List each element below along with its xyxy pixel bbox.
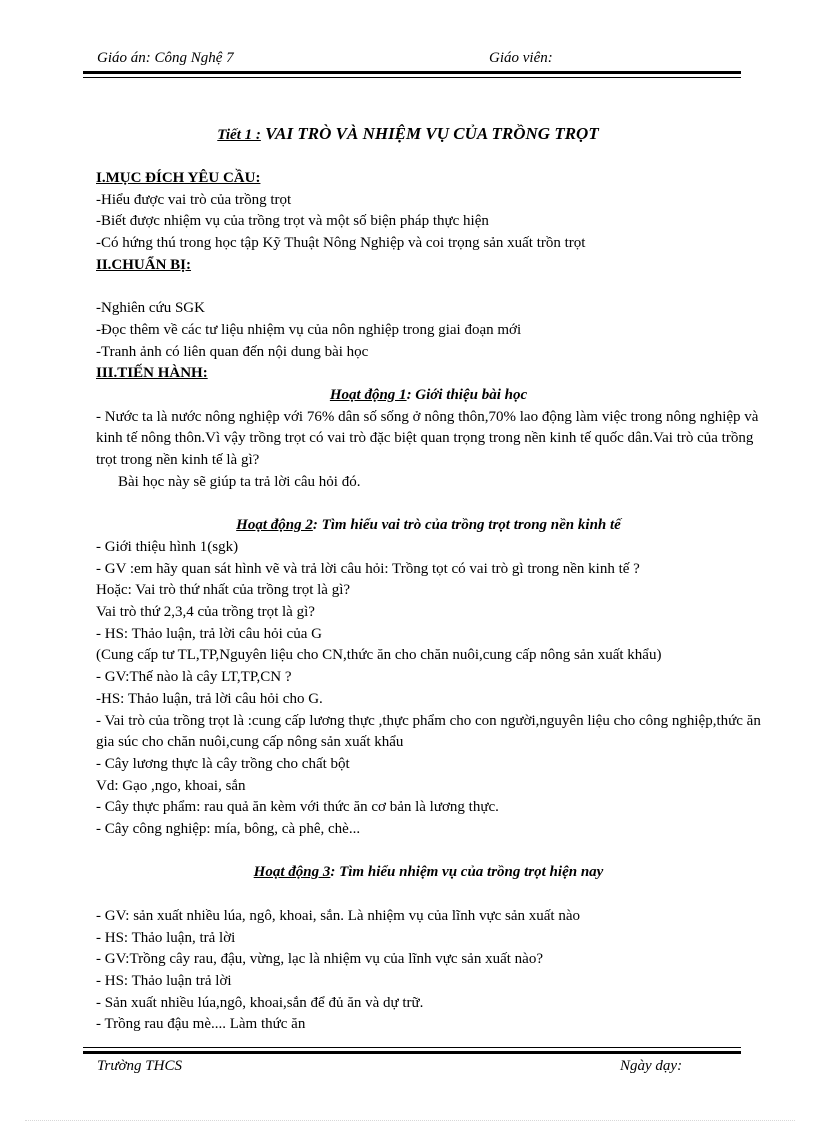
activity-label: Hoạt động 2: [236, 517, 313, 534]
header-rule-thick: [83, 71, 741, 74]
page-title: [0, 124, 816, 144]
activity-line: - Giới thiệu hình 1(sgk): [96, 538, 239, 555]
preparation-line: -Nghiên cứu SGK: [96, 300, 205, 317]
activity-title: : Tìm hiểu nhiệm vụ của trồng trọt hiện nay: [330, 864, 604, 881]
objective-line: -Có hứng thú trong học tập Kỹ Thuật Nông Nghiệp và coi trọng sản xuất trồn trọt: [96, 235, 586, 252]
activity-line: Vai trò thứ 2,3,4 của trồng trọt là gì?: [96, 604, 315, 621]
spacer: [96, 277, 761, 299]
objective-line: -Biết được nhiệm vụ của trồng trọt và một số biện pháp thực hiện: [96, 213, 489, 230]
activity-line: - Cây công nghiệp: mía, bông, cà phê, chè...: [96, 821, 361, 838]
activity-line: - GV:Thế nào là cây LT,TP,CN ?: [96, 669, 292, 686]
preparation-line: -Đọc thêm về các tư liệu nhiệm vụ của nôn nghiệp trong giai đoạn mới: [96, 321, 522, 338]
document-body: [96, 168, 761, 1036]
activity-line: - GV: sản xuất nhiều lúa, ngô, khoai, sắn. Là nhiệm vụ của lĩnh vực sản xuất nào: [96, 907, 580, 924]
activity-title: : Giới thiệu bài học: [406, 387, 528, 404]
activity-line: Vd: Gạo ,ngo, khoai, sắn: [96, 777, 246, 794]
intro-paragraph: - Nước ta là nước nông nghiệp với 76% dân số sống ở nông thôn,70% lao động làm việc trong nông nghiệp và kinh tế nông thôn.Vì vậy trồng trọt có vai trò đặc biệt quan trọng trong nền kinh tế quốc dân.Vai trò của trồng trọt trong nền kinh tế là gì?: [96, 408, 759, 469]
activity-title: : Tìm hiểu vai trò của trồng trọt trong nền kinh tế: [312, 517, 621, 534]
header-teacher: Giáo viên:: [489, 50, 553, 66]
header-rule-thin: [83, 77, 741, 78]
activity-line: Hoặc: Vai trò thứ nhất của trồng trọt là gì?: [96, 582, 351, 599]
spacer: [96, 494, 761, 516]
activity-label: Hoạt động 3: [253, 864, 331, 881]
footer-rule-thin: [83, 1047, 741, 1048]
activity-line: - GV:Trồng cây rau, đậu, vừng, lạc là nhiệm vụ của lĩnh vực sản xuất nào?: [96, 951, 543, 968]
activity-line: - GV :em hãy quan sát hình vẽ và trả lời câu hỏi: Trồng tọt có vai trò gì trong nền kinh tế ?: [96, 560, 640, 577]
spacer: [96, 884, 761, 906]
title-text: VAI TRÒ VÀ NHIỆM VỤ CỦA TRỒNG TRỌT: [260, 124, 599, 143]
role-paragraph: - Vai trò của trồng trọt là :cung cấp lương thực ,thực phẩm cho con người,nguyên liệu cho công nghiệp,thức ăn gia súc cho chăn nuôi,cung cấp nông sản xuất khẩu: [96, 712, 761, 751]
activity-line: (Cung cấp tư TL,TP,Nguyên liệu cho CN,thức ăn cho chăn nuôi,cung cấp nông sản xuất khẩu): [96, 647, 662, 664]
activity-line: - HS: Thảo luận, trả lời câu hỏi của G: [96, 625, 322, 642]
preparation-line: -Tranh ảnh có liên quan đến nội dung bài học: [96, 343, 369, 360]
activity-heading: [96, 385, 761, 407]
page-footer: [97, 1058, 737, 1080]
footer-school: Trường THCS: [97, 1058, 182, 1074]
activity-line: - Trồng rau đậu mè.... Làm thức ăn: [96, 1016, 306, 1033]
objective-line: -Hiểu được vai trò của trồng trọt: [96, 191, 292, 208]
section-heading: III.TIẾN HÀNH:: [96, 365, 208, 382]
section-heading: II.CHUẨN BỊ:: [96, 256, 192, 273]
footer-teaching-date: Ngày dạy:: [620, 1058, 683, 1074]
spacer: [96, 841, 761, 863]
title-lesson-label: Tiết 1 :: [217, 127, 261, 143]
activity-line: - Cây lương thực là cây trồng cho chất bột: [96, 755, 350, 772]
activity-line: -HS: Thảo luận, trả lời câu hỏi cho G.: [96, 690, 323, 707]
activity-line: - HS: Thảo luận, trả lời: [96, 929, 236, 946]
activity-line: - Sản xuất nhiều lúa,ngô, khoai,sắn để đủ ăn và dự trữ.: [96, 994, 424, 1011]
activity-heading: [96, 862, 761, 884]
activity-label: Hoạt động 1: [329, 387, 407, 404]
activity-line: - HS: Thảo luận trả lời: [96, 972, 232, 989]
footer-rule-thick: [83, 1051, 741, 1054]
activity-line: - Cây thực phẩm: rau quả ăn kèm với thức ăn cơ bản là lương thực.: [96, 799, 499, 816]
page-edge-divider: [25, 1120, 795, 1121]
page-header: [97, 50, 737, 72]
header-lesson-plan: Giáo án: Công Nghệ 7: [97, 50, 234, 66]
intro-closing: Bài học này sẽ giúp ta trả lời câu hỏi đó.: [118, 473, 361, 490]
section-heading: I.MỤC ĐÍCH YÊU CẦU:: [96, 170, 261, 186]
activity-heading: [96, 515, 761, 537]
